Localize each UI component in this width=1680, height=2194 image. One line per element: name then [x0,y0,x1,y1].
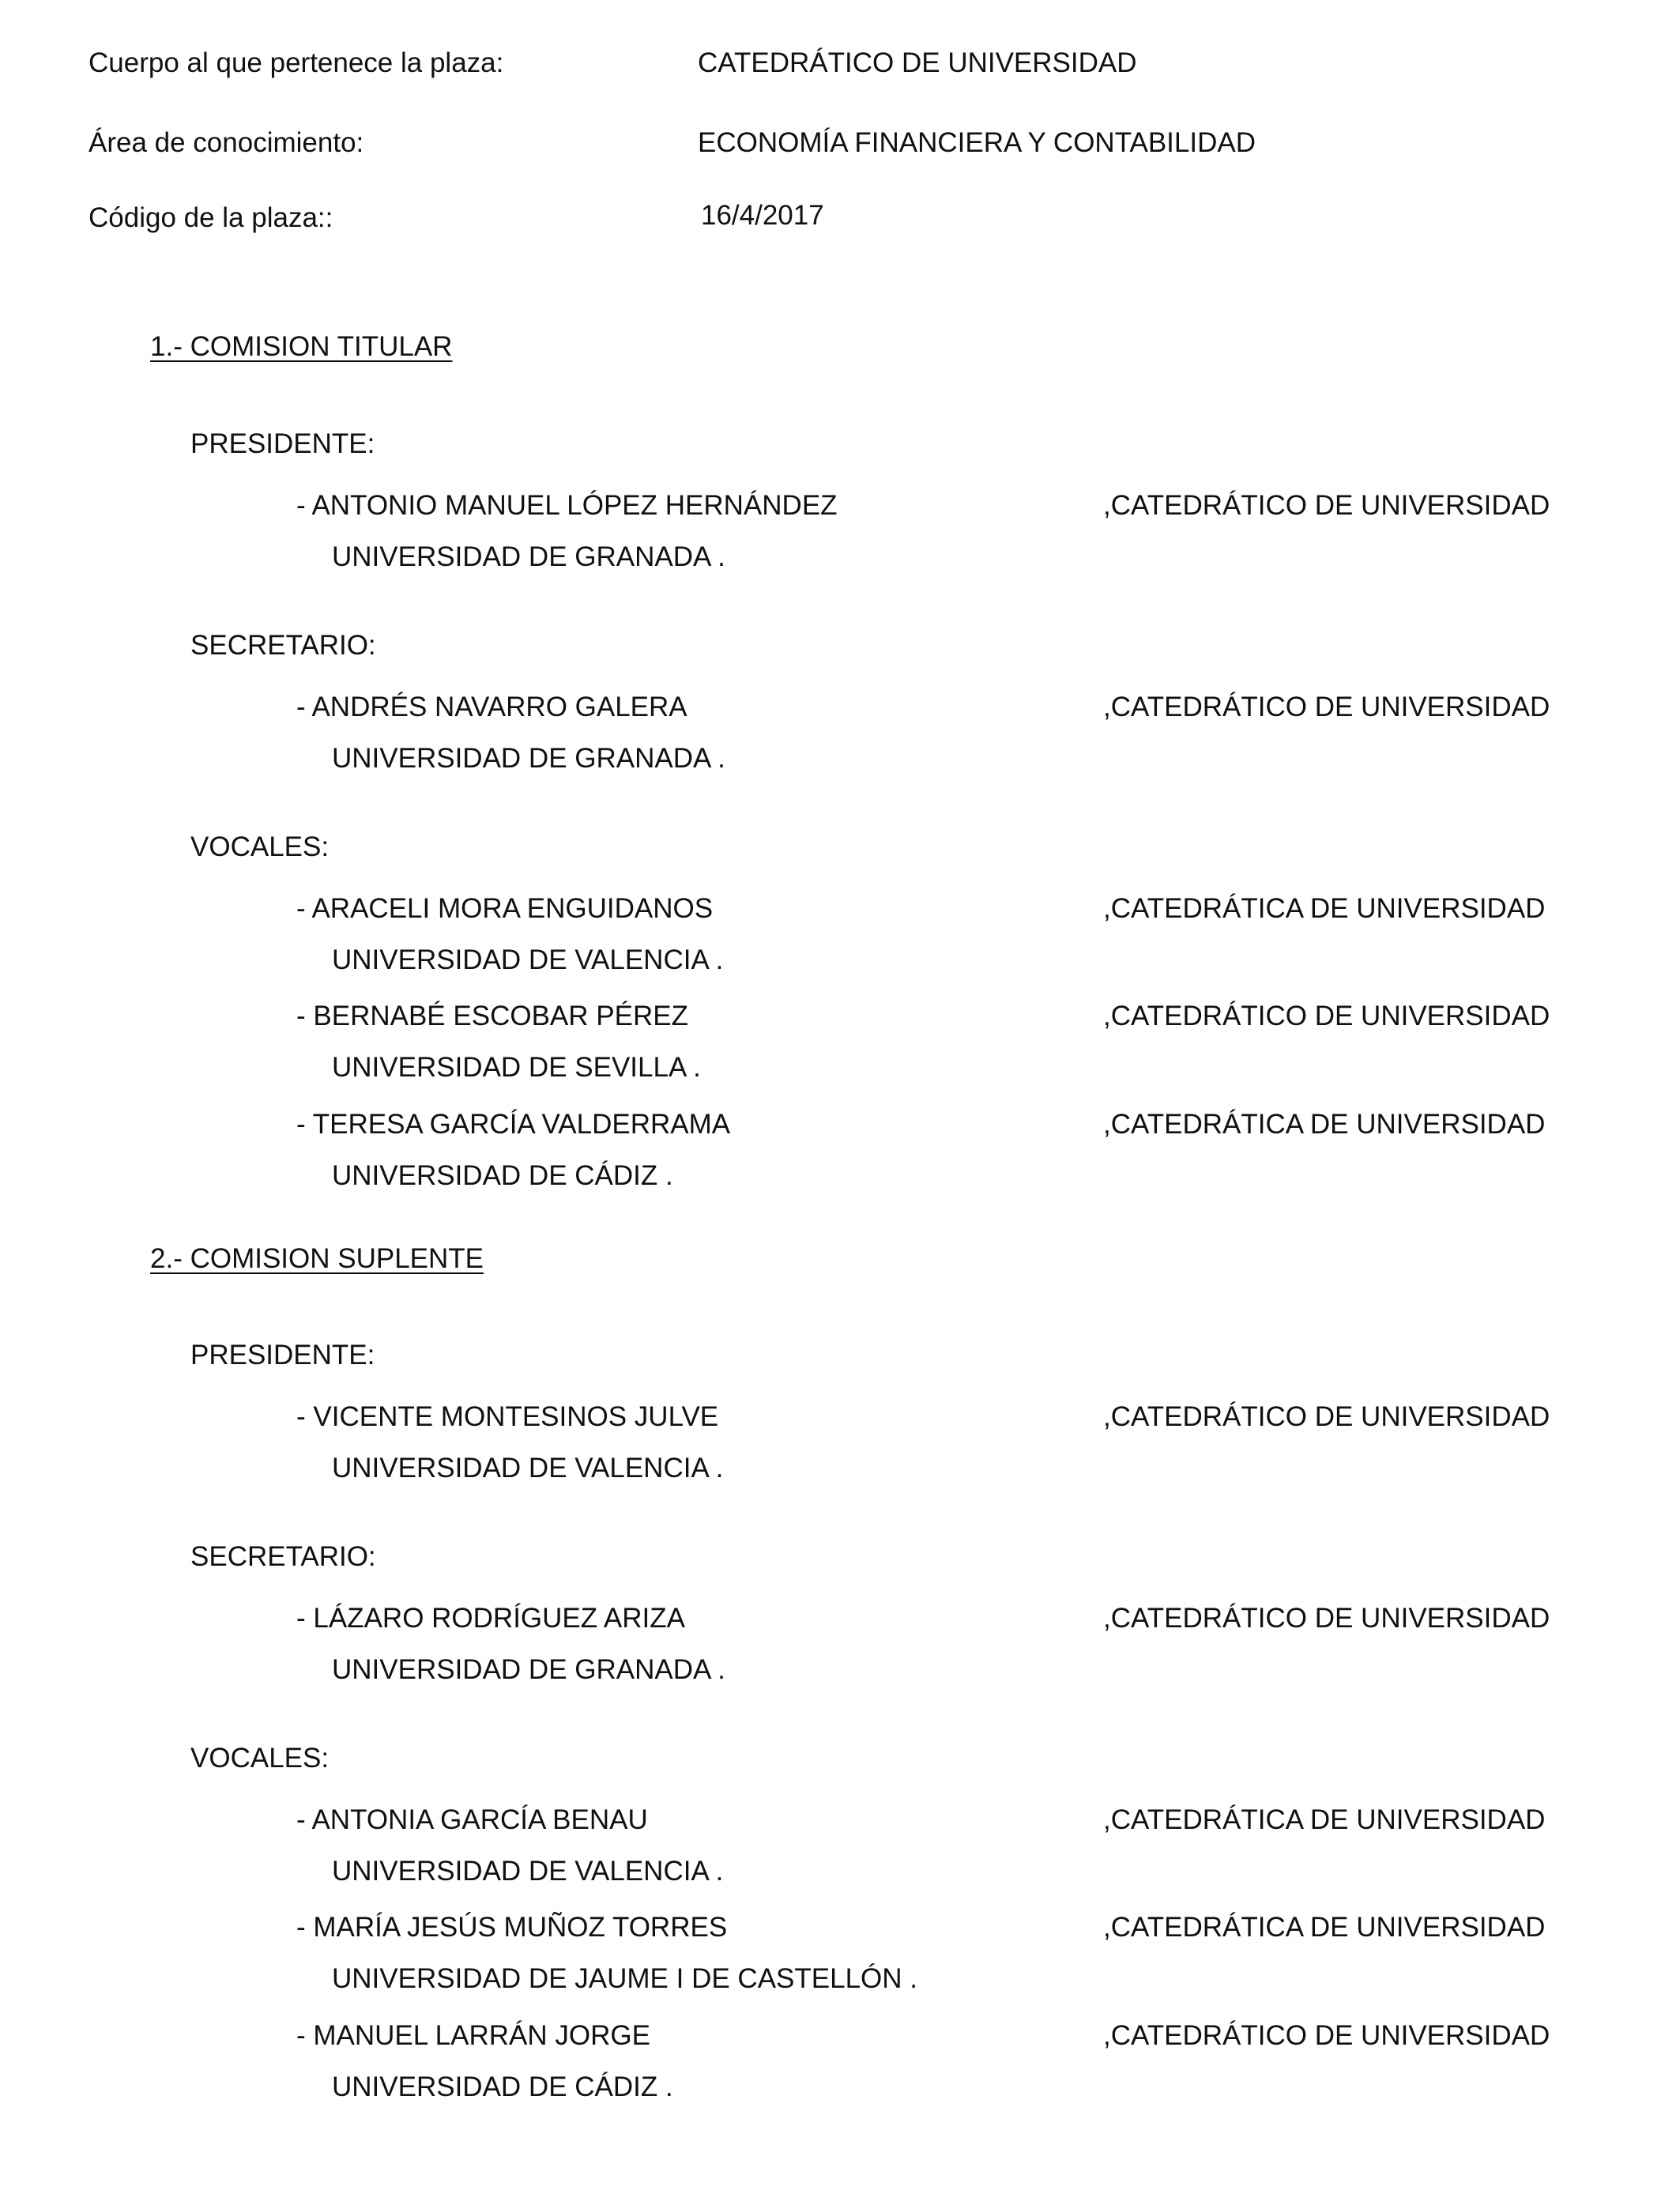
member-university: UNIVERSIDAD DE GRANADA . [332,541,725,572]
member-name: - BERNABÉ ESCOBAR PÉREZ [296,1001,688,1031]
member-role: ,CATEDRÁTICA DE UNIVERSIDAD [1103,893,1546,924]
titular-presidente-label: PRESIDENTE: [190,428,375,459]
titular-vocales-label: VOCALES: [190,831,330,862]
area-label: Área de conocimiento: [89,127,364,158]
member-university: UNIVERSIDAD DE SEVILLA . [332,1052,701,1083]
member-university: UNIVERSIDAD DE JAUME I DE CASTELLÓN . [332,1963,917,1994]
member-name: - MARÍA JESÚS MUÑOZ TORRES [296,1912,728,1943]
member-university: UNIVERSIDAD DE GRANADA . [332,1654,725,1685]
member-university: UNIVERSIDAD DE CÁDIZ . [332,1160,673,1191]
area-value: ECONOMÍA FINANCIERA Y CONTABILIDAD [698,127,1256,158]
member-role: ,CATEDRÁTICA DE UNIVERSIDAD [1103,1109,1546,1140]
suplente-vocales-label: VOCALES: [190,1743,330,1774]
member-university: UNIVERSIDAD DE CÁDIZ . [332,2071,673,2102]
cuerpo-label: Cuerpo al que pertenece la plaza: [89,47,504,78]
member-name: - ANDRÉS NAVARRO GALERA [296,692,687,722]
member-role: ,CATEDRÁTICO DE UNIVERSIDAD [1103,2020,1550,2051]
member-name: - VICENTE MONTESINOS JULVE [296,1401,719,1432]
member-name: - ARACELI MORA ENGUIDANOS [296,893,714,924]
member-role: ,CATEDRÁTICA DE UNIVERSIDAD [1103,1804,1546,1835]
member-name: - LÁZARO RODRÍGUEZ ARIZA [296,1603,685,1634]
member-role: ,CATEDRÁTICO DE UNIVERSIDAD [1103,692,1550,722]
member-university: UNIVERSIDAD DE VALENCIA . [332,944,724,975]
suplente-heading: 2.- COMISION SUPLENTE [150,1243,484,1274]
member-role: ,CATEDRÁTICO DE UNIVERSIDAD [1103,1603,1550,1634]
member-role: ,CATEDRÁTICO DE UNIVERSIDAD [1103,1401,1550,1432]
member-role: ,CATEDRÁTICA DE UNIVERSIDAD [1103,1912,1546,1943]
codigo-label: Código de la plaza:: [89,202,333,233]
codigo-value: 16/4/2017 [701,200,824,231]
member-name: - MANUEL LARRÁN JORGE [296,2020,650,2051]
suplente-presidente-label: PRESIDENTE: [190,1340,375,1370]
member-role: ,CATEDRÁTICO DE UNIVERSIDAD [1103,490,1550,521]
member-university: UNIVERSIDAD DE VALENCIA . [332,1856,724,1887]
member-role: ,CATEDRÁTICO DE UNIVERSIDAD [1103,1001,1550,1031]
titular-heading: 1.- COMISION TITULAR [150,331,453,362]
titular-secretario-label: SECRETARIO: [190,630,376,661]
member-name: - TERESA GARCÍA VALDERRAMA [296,1109,731,1140]
member-university: UNIVERSIDAD DE VALENCIA . [332,1453,724,1483]
member-university: UNIVERSIDAD DE GRANADA . [332,743,725,774]
cuerpo-value: CATEDRÁTICO DE UNIVERSIDAD [698,47,1137,78]
suplente-secretario-label: SECRETARIO: [190,1541,376,1572]
member-name: - ANTONIO MANUEL LÓPEZ HERNÁNDEZ [296,490,838,521]
member-name: - ANTONIA GARCÍA BENAU [296,1804,648,1835]
